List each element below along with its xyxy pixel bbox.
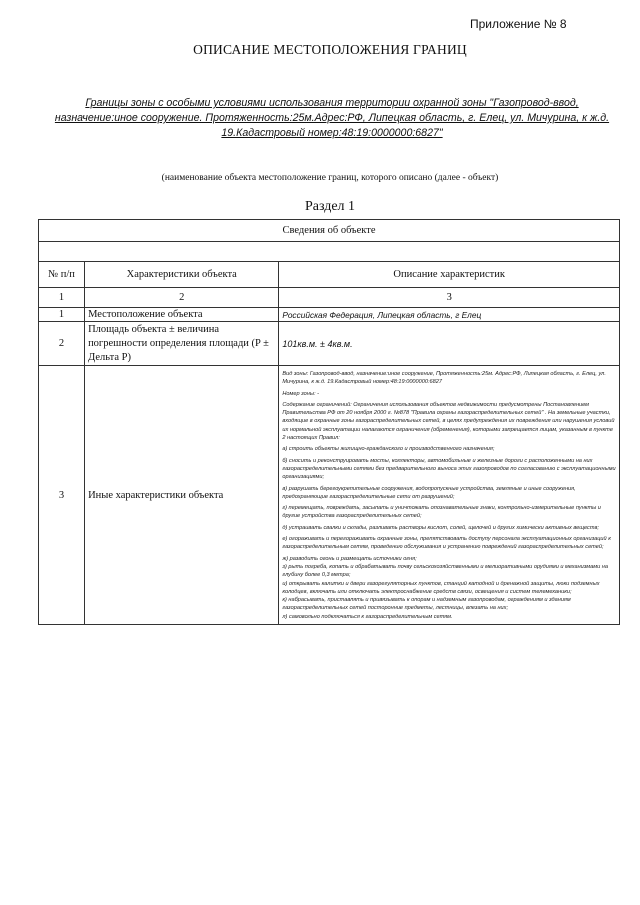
row-characteristic: Местоположение объекта	[85, 308, 279, 322]
col-number-3: 3	[279, 288, 620, 308]
detail-paragraph: и) открывать калитки и двери газорегуляторных пунктов, станций катодной и дренажной защиты, люки подземных колодцев, включать или отключать электроснабжение средств связи, освещения и систем телемеханики;	[282, 580, 600, 595]
row-value: 101кв.м. ± 4кв.м.	[279, 322, 620, 366]
row-characteristic: Иные характеристики объекта	[85, 366, 279, 625]
row-number: 3	[39, 366, 85, 625]
row-number: 2	[39, 322, 85, 366]
detail-paragraph: Содержание ограничений: Ограничения использования объектов недвижимости предусмотрены Постановлением Правительства РФ от 20 ноября 2000 г. №878 "Правила охраны газораспределительных сетей" . На земельные участки, входящие в охранные зоны газораспределительных сетей, в целях предупреждения их повреждения или нарушения условий их нормальной эксплуатации налагаются ограничения (обременения), которыми запрещается лицам, указанным в пункте 2 настоящих Правил:	[282, 401, 615, 442]
table-blank-row	[39, 242, 620, 262]
table-row	[39, 366, 620, 625]
col-number-1: 1	[39, 288, 85, 308]
row-characteristic: Площадь объекта ± величина погрешности определения площади (P ± Дельта P)	[85, 322, 279, 366]
detail-paragraph: л) самовольно подключаться к газораспределительным сетям.	[282, 613, 453, 620]
header-description: Описание характеристик	[279, 262, 620, 288]
detail-paragraph: в) разрушать берегоукрепительные сооружения, водопропускные устройства, земляные и иные сооружения, предохраняющие газораспределительные сети от разрушений;	[282, 485, 576, 500]
table-title: Сведения об объекте	[39, 220, 620, 242]
detail-paragraph: ж) разводить огонь и размещать источники огня;	[282, 555, 417, 562]
details-text	[282, 370, 616, 621]
document-title: ОПИСАНИЕ МЕСТОПОЛОЖЕНИЯ ГРАНИЦ	[193, 42, 467, 57]
object-name-caption: (наименование объекта местоположение границ, которого описано (далее - объект)	[161, 173, 499, 183]
row-details	[279, 366, 620, 625]
col-number-2: 2	[85, 288, 279, 308]
section-title: Раздел 1	[304, 199, 356, 214]
detail-paragraph: к) набрасывать, приставлять и привязывать к опорам и надземным газопроводам, ограждениям и зданиям газораспределительных сетей посторонние предметы, лестницы, влезать на них;	[282, 597, 571, 612]
object-name: Границы зоны с особыми условиями использования территории охранной зоны "Газопровод-ввод, назначение:иное сооружение. Протяженность:25м.Адрес:РФ, Липецкая область, г. Елец, ул. Мичурина, к ж.д. 19.Кадастровый номер:48:19:0000000:6827"	[54, 97, 610, 139]
detail-paragraph: б) сносить и реконструировать мосты, коллекторы, автомобильные и железные дороги с расположенными на них газораспределительными сетями без предварительного выноса этих газопроводов по согласованию с эксплуатационными организациями;	[282, 457, 616, 481]
detail-paragraph: Номер зоны: -	[282, 390, 319, 397]
appendix-label: Приложение № 8	[470, 17, 567, 31]
header-characteristic: Характеристики объекта	[85, 262, 279, 288]
object-info-table	[38, 219, 620, 625]
detail-paragraph: Вид зоны: Газопровод-ввод, назначение:иное сооружение, Протяженность:25м. Адрес:РФ, Липецкая область, г. Елец, ул. Мичурина, к ж.д. 19.Кадастровый номер:48:19:0000000:6827	[282, 371, 606, 386]
header-num: № п/п	[39, 262, 85, 288]
detail-paragraph: е) огораживать и перегораживать охранные зоны, препятствовать доступу персонала эксплуатационных организаций к газораспределительным сетям, проведению обслуживания и устранению повреждений газораспределительных сетей;	[282, 536, 611, 551]
detail-paragraph: г) перемещать, повреждать, засыпать и уничтожать опознавательные знаки, контрольно-измерительные пункты и другие устройства газораспределительных сетей;	[282, 505, 601, 520]
table-row	[39, 322, 620, 366]
detail-paragraph: з) рыть погреба, копать и обрабатывать почву сельскохозяйственными и мелиоративными орудиями и механизмами на глубину более 0,3 метра;	[282, 563, 608, 579]
table-row	[39, 308, 620, 322]
detail-paragraph: а) строить объекты жилищно-гражданского и производственного назначения;	[282, 446, 495, 453]
row-value: Российская Федерация, Липецкая область, г Елец	[279, 308, 620, 322]
row-number: 1	[39, 308, 85, 322]
detail-paragraph: д) устраивать свалки и склады, разливать растворы кислот, солей, щелочей и других химически активных веществ;	[282, 524, 599, 531]
